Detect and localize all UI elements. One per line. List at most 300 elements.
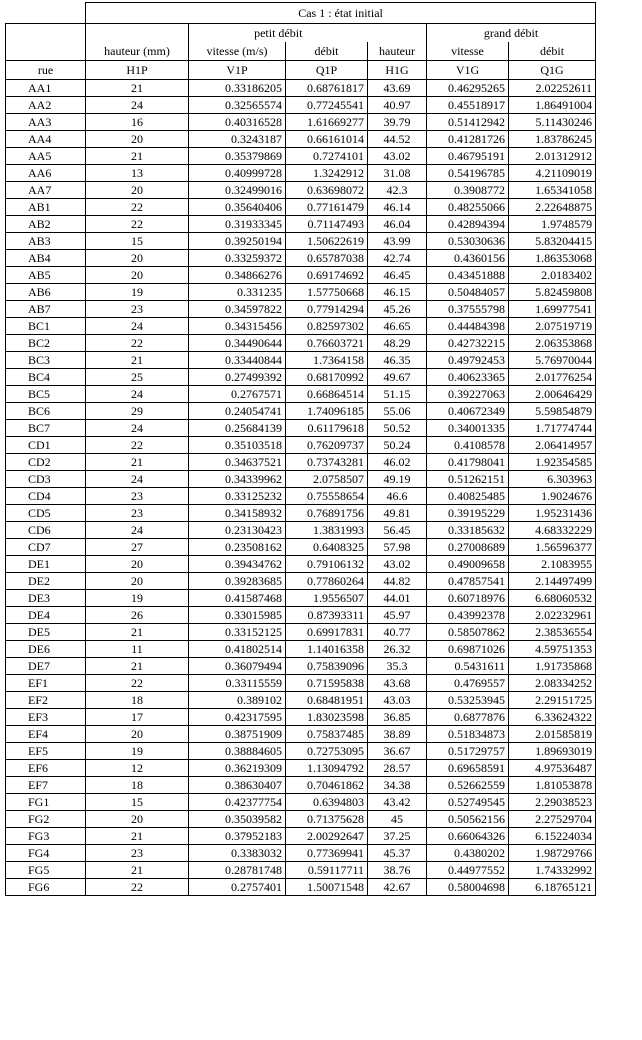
cell-v1p: 0.3243187	[189, 131, 286, 148]
cell-v1p: 0.23130423	[189, 522, 286, 539]
cell-v1g: 0.58004698	[427, 879, 509, 896]
table-row	[6, 641, 596, 658]
cell-h1p: 24	[86, 420, 189, 437]
cell-v1g: 0.39227063	[427, 386, 509, 403]
cell-v1p: 0.35039582	[189, 811, 286, 828]
cell-v1p: 0.2757401	[189, 879, 286, 896]
cell-rue: BC4	[6, 369, 86, 386]
cell-v1p: 0.34339962	[189, 471, 286, 488]
table-row	[6, 505, 596, 522]
cell-v1p: 0.34637521	[189, 454, 286, 471]
code-rue: rue	[6, 61, 86, 80]
cell-h1g: 28.57	[368, 760, 427, 777]
cell-q1g: 2.22648875	[509, 199, 596, 216]
table-row	[6, 879, 596, 896]
cell-q1p: 0.66161014	[286, 131, 368, 148]
cell-v1p: 0.33015985	[189, 607, 286, 624]
cell-h1g: 43.42	[368, 794, 427, 811]
cell-v1p: 0.34158932	[189, 505, 286, 522]
cell-h1g: 38.89	[368, 726, 427, 743]
cell-q1p: 1.74096185	[286, 403, 368, 420]
group-blank-cell	[6, 24, 86, 43]
cell-q1g: 1.86491004	[509, 97, 596, 114]
cell-v1p: 0.39434762	[189, 556, 286, 573]
table-row	[6, 624, 596, 641]
cell-h1g: 37.25	[368, 828, 427, 845]
table-row	[6, 199, 596, 216]
table-row	[6, 216, 596, 233]
cell-v1p: 0.33125232	[189, 488, 286, 505]
cell-v1p: 0.25684139	[189, 420, 286, 437]
cell-h1g: 46.65	[368, 318, 427, 335]
cell-rue: AB2	[6, 216, 86, 233]
cell-h1g: 38.76	[368, 862, 427, 879]
cell-h1g: 46.45	[368, 267, 427, 284]
cell-h1g: 45.26	[368, 301, 427, 318]
unit-h1p: hauteur (mm)	[86, 42, 189, 61]
title-row	[6, 3, 596, 24]
cell-q1p: 0.82597302	[286, 318, 368, 335]
unit-q1g: débit	[509, 42, 596, 61]
cell-v1p: 0.42317595	[189, 709, 286, 726]
cell-q1g: 4.21109019	[509, 165, 596, 182]
code-v1p: V1P	[189, 61, 286, 80]
cell-q1p: 0.77914294	[286, 301, 368, 318]
cell-q1g: 6.18765121	[509, 879, 596, 896]
code-v1g: V1G	[427, 61, 509, 80]
cell-v1g: 0.33185632	[427, 522, 509, 539]
cell-q1g: 2.14497499	[509, 573, 596, 590]
cell-v1p: 0.389102	[189, 692, 286, 709]
cell-q1p: 0.76209737	[286, 437, 368, 454]
table-row	[6, 658, 596, 675]
cell-h1g: 55.06	[368, 403, 427, 420]
cell-h1g: 36.67	[368, 743, 427, 760]
cell-v1p: 0.41587468	[189, 590, 286, 607]
cell-q1p: 0.76891756	[286, 505, 368, 522]
cell-v1g: 0.4380202	[427, 845, 509, 862]
cell-v1g: 0.41798041	[427, 454, 509, 471]
cell-h1g: 45.37	[368, 845, 427, 862]
cell-h1p: 24	[86, 386, 189, 403]
cell-rue: BC1	[6, 318, 86, 335]
cell-q1g: 1.81053878	[509, 777, 596, 794]
cell-h1p: 21	[86, 624, 189, 641]
cell-h1g: 36.85	[368, 709, 427, 726]
cell-h1g: 40.77	[368, 624, 427, 641]
table-row	[6, 233, 596, 250]
cell-q1p: 1.3242912	[286, 165, 368, 182]
cell-h1g: 42.67	[368, 879, 427, 896]
cell-rue: AA4	[6, 131, 86, 148]
cell-rue: DE6	[6, 641, 86, 658]
cell-rue: BC6	[6, 403, 86, 420]
table-row	[6, 726, 596, 743]
table-row	[6, 386, 596, 403]
table-row	[6, 760, 596, 777]
cell-q1g: 2.02252611	[509, 80, 596, 97]
cell-v1p: 0.24054741	[189, 403, 286, 420]
cell-v1g: 0.37555798	[427, 301, 509, 318]
cell-h1p: 19	[86, 284, 189, 301]
cell-q1p: 0.77245541	[286, 97, 368, 114]
cell-v1p: 0.38630407	[189, 777, 286, 794]
cell-v1g: 0.52662559	[427, 777, 509, 794]
cell-h1g: 46.14	[368, 199, 427, 216]
cell-rue: DE3	[6, 590, 86, 607]
cell-v1g: 0.53030636	[427, 233, 509, 250]
cell-h1p: 20	[86, 131, 189, 148]
cell-v1g: 0.54196785	[427, 165, 509, 182]
cell-q1p: 0.77161479	[286, 199, 368, 216]
cell-v1p: 0.3383032	[189, 845, 286, 862]
cell-q1g: 5.83204415	[509, 233, 596, 250]
cell-v1p: 0.41802514	[189, 641, 286, 658]
cell-h1g: 49.19	[368, 471, 427, 488]
cell-q1p: 0.66864514	[286, 386, 368, 403]
cell-q1g: 1.69977541	[509, 301, 596, 318]
cell-v1g: 0.51729757	[427, 743, 509, 760]
table-row	[6, 420, 596, 437]
cell-h1g: 46.35	[368, 352, 427, 369]
cell-rue: AA7	[6, 182, 86, 199]
cell-q1p: 0.79106132	[286, 556, 368, 573]
cell-q1g: 6.68060532	[509, 590, 596, 607]
cell-rue: AA5	[6, 148, 86, 165]
table-row	[6, 284, 596, 301]
cell-q1p: 0.76603721	[286, 335, 368, 352]
table-row	[6, 539, 596, 556]
cell-q1p: 0.75837485	[286, 726, 368, 743]
cell-rue: AA1	[6, 80, 86, 97]
cell-rue: AB1	[6, 199, 86, 216]
cell-q1g: 2.01585819	[509, 726, 596, 743]
cell-h1g: 42.74	[368, 250, 427, 267]
cell-v1g: 0.47857541	[427, 573, 509, 590]
cell-q1g: 5.76970044	[509, 352, 596, 369]
cell-h1g: 43.02	[368, 556, 427, 573]
cell-q1p: 0.75558654	[286, 488, 368, 505]
cell-q1g: 5.82459808	[509, 284, 596, 301]
cell-h1p: 23	[86, 301, 189, 318]
cell-h1p: 24	[86, 471, 189, 488]
cell-rue: EF1	[6, 675, 86, 692]
group-large-flow: grand débit	[427, 24, 596, 43]
cell-q1g: 1.83786245	[509, 131, 596, 148]
cell-v1g: 0.34001335	[427, 420, 509, 437]
cell-q1g: 6.303963	[509, 471, 596, 488]
table-row	[6, 403, 596, 420]
cell-v1p: 0.38751909	[189, 726, 286, 743]
cell-rue: AB5	[6, 267, 86, 284]
cell-h1g: 43.69	[368, 80, 427, 97]
cell-v1g: 0.39195229	[427, 505, 509, 522]
group-blank-cell	[368, 24, 427, 43]
table-row	[6, 250, 596, 267]
cell-q1p: 0.87393311	[286, 607, 368, 624]
cell-v1g: 0.69658591	[427, 760, 509, 777]
table-title: Cas 1 : état initial	[86, 3, 596, 24]
cell-v1g: 0.44977552	[427, 862, 509, 879]
cell-q1p: 0.6408325	[286, 539, 368, 556]
cell-rue: BC5	[6, 386, 86, 403]
table-row	[6, 97, 596, 114]
cell-v1g: 0.48255066	[427, 199, 509, 216]
cell-q1g: 1.95231436	[509, 505, 596, 522]
cell-v1p: 0.36079494	[189, 658, 286, 675]
cell-q1g: 1.86353068	[509, 250, 596, 267]
cell-h1p: 23	[86, 488, 189, 505]
cell-q1g: 2.29038523	[509, 794, 596, 811]
cell-q1p: 2.0758507	[286, 471, 368, 488]
cell-h1g: 43.02	[368, 148, 427, 165]
cell-v1g: 0.43451888	[427, 267, 509, 284]
table-row	[6, 845, 596, 862]
table-row	[6, 80, 596, 97]
cell-q1g: 5.59854879	[509, 403, 596, 420]
cell-q1p: 0.68481951	[286, 692, 368, 709]
cell-q1p: 0.7274101	[286, 148, 368, 165]
cell-rue: AB3	[6, 233, 86, 250]
unit-q1p: débit	[286, 42, 368, 61]
cell-rue: BC2	[6, 335, 86, 352]
cell-q1g: 4.68332229	[509, 522, 596, 539]
cell-rue: DE1	[6, 556, 86, 573]
cell-q1g: 2.01312912	[509, 148, 596, 165]
cell-h1g: 57.98	[368, 539, 427, 556]
cell-rue: CD3	[6, 471, 86, 488]
cell-v1p: 0.40999728	[189, 165, 286, 182]
cell-q1p: 0.73743281	[286, 454, 368, 471]
cell-h1g: 44.52	[368, 131, 427, 148]
table-row	[6, 777, 596, 794]
cell-h1g: 43.99	[368, 233, 427, 250]
cell-rue: EF2	[6, 692, 86, 709]
cell-h1p: 24	[86, 522, 189, 539]
table-row	[6, 743, 596, 760]
cell-h1g: 45.97	[368, 607, 427, 624]
table-row	[6, 471, 596, 488]
cell-h1g: 56.45	[368, 522, 427, 539]
cell-v1p: 0.28781748	[189, 862, 286, 879]
table-row	[6, 675, 596, 692]
table-row	[6, 352, 596, 369]
cell-rue: AB7	[6, 301, 86, 318]
cell-v1p: 0.33440844	[189, 352, 286, 369]
cell-rue: EF4	[6, 726, 86, 743]
table-row	[6, 114, 596, 131]
cell-h1p: 22	[86, 216, 189, 233]
cell-v1p: 0.33259372	[189, 250, 286, 267]
cell-rue: CD2	[6, 454, 86, 471]
table-container	[5, 2, 596, 896]
data-table	[5, 2, 596, 896]
cell-h1p: 20	[86, 811, 189, 828]
cell-v1g: 0.4360156	[427, 250, 509, 267]
cell-h1g: 46.15	[368, 284, 427, 301]
cell-q1g: 2.29151725	[509, 692, 596, 709]
cell-q1g: 2.38536554	[509, 624, 596, 641]
cell-q1g: 2.06353868	[509, 335, 596, 352]
units-row	[6, 42, 596, 61]
cell-v1g: 0.43992378	[427, 607, 509, 624]
cell-h1p: 26	[86, 607, 189, 624]
cell-h1p: 23	[86, 845, 189, 862]
cell-h1p: 22	[86, 199, 189, 216]
table-row	[6, 369, 596, 386]
cell-q1g: 2.07519719	[509, 318, 596, 335]
units-blank-cell	[6, 42, 86, 61]
cell-q1g: 1.9748579	[509, 216, 596, 233]
cell-v1g: 0.50484057	[427, 284, 509, 301]
cell-q1p: 0.65787038	[286, 250, 368, 267]
cell-h1p: 24	[86, 97, 189, 114]
cell-v1p: 0.34315456	[189, 318, 286, 335]
cell-q1p: 0.69917831	[286, 624, 368, 641]
cell-v1g: 0.27008689	[427, 539, 509, 556]
cell-q1g: 1.98729766	[509, 845, 596, 862]
cell-q1p: 1.57750668	[286, 284, 368, 301]
cell-q1g: 1.92354585	[509, 454, 596, 471]
cell-h1g: 43.03	[368, 692, 427, 709]
cell-q1g: 2.00646429	[509, 386, 596, 403]
cell-q1g: 5.11430246	[509, 114, 596, 131]
cell-h1p: 22	[86, 675, 189, 692]
cell-q1g: 6.15224034	[509, 828, 596, 845]
cell-v1p: 0.42377754	[189, 794, 286, 811]
cell-q1p: 0.68170992	[286, 369, 368, 386]
cell-h1p: 21	[86, 658, 189, 675]
cell-rue: DE7	[6, 658, 86, 675]
cell-v1g: 0.53253945	[427, 692, 509, 709]
cell-q1p: 0.71375628	[286, 811, 368, 828]
cell-h1p: 20	[86, 267, 189, 284]
unit-v1p: vitesse (m/s)	[189, 42, 286, 61]
cell-q1p: 0.77860264	[286, 573, 368, 590]
cell-rue: FG2	[6, 811, 86, 828]
cell-rue: BC7	[6, 420, 86, 437]
cell-h1p: 20	[86, 726, 189, 743]
table-row	[6, 522, 596, 539]
cell-rue: EF7	[6, 777, 86, 794]
cell-h1p: 17	[86, 709, 189, 726]
cell-h1g: 49.81	[368, 505, 427, 522]
table-row	[6, 488, 596, 505]
cell-v1g: 0.42894394	[427, 216, 509, 233]
table-row	[6, 437, 596, 454]
cell-h1g: 50.24	[368, 437, 427, 454]
cell-q1p: 1.9556507	[286, 590, 368, 607]
table-row	[6, 862, 596, 879]
table-row	[6, 165, 596, 182]
cell-rue: AB4	[6, 250, 86, 267]
code-row	[6, 61, 596, 80]
cell-v1p: 0.31933345	[189, 216, 286, 233]
cell-h1p: 25	[86, 369, 189, 386]
code-h1p: H1P	[86, 61, 189, 80]
cell-v1g: 0.41281726	[427, 131, 509, 148]
cell-v1p: 0.27499392	[189, 369, 286, 386]
cell-rue: BC3	[6, 352, 86, 369]
cell-rue: DE5	[6, 624, 86, 641]
table-row	[6, 692, 596, 709]
cell-q1g: 2.01776254	[509, 369, 596, 386]
cell-v1p: 0.32565574	[189, 97, 286, 114]
group-row	[6, 24, 596, 43]
cell-v1g: 0.3908772	[427, 182, 509, 199]
cell-v1g: 0.51412942	[427, 114, 509, 131]
cell-h1p: 24	[86, 318, 189, 335]
cell-h1g: 45	[368, 811, 427, 828]
cell-q1g: 6.33624322	[509, 709, 596, 726]
cell-h1g: 42.3	[368, 182, 427, 199]
cell-h1p: 20	[86, 182, 189, 199]
cell-h1p: 21	[86, 148, 189, 165]
cell-v1g: 0.40672349	[427, 403, 509, 420]
cell-h1g: 48.29	[368, 335, 427, 352]
cell-rue: FG1	[6, 794, 86, 811]
cell-v1p: 0.35103518	[189, 437, 286, 454]
cell-v1g: 0.46795191	[427, 148, 509, 165]
cell-rue: EF3	[6, 709, 86, 726]
cell-v1g: 0.6877876	[427, 709, 509, 726]
code-q1g: Q1G	[509, 61, 596, 80]
table-row	[6, 318, 596, 335]
cell-h1p: 22	[86, 335, 189, 352]
cell-v1p: 0.33115559	[189, 675, 286, 692]
cell-h1p: 21	[86, 862, 189, 879]
cell-h1p: 22	[86, 437, 189, 454]
cell-h1p: 20	[86, 573, 189, 590]
cell-q1p: 1.61669277	[286, 114, 368, 131]
cell-rue: CD6	[6, 522, 86, 539]
cell-v1g: 0.4769557	[427, 675, 509, 692]
cell-v1p: 0.331235	[189, 284, 286, 301]
table-row	[6, 454, 596, 471]
cell-rue: CD1	[6, 437, 86, 454]
cell-v1g: 0.60718976	[427, 590, 509, 607]
cell-v1g: 0.42732215	[427, 335, 509, 352]
cell-h1g: 26.32	[368, 641, 427, 658]
cell-q1p: 1.3831993	[286, 522, 368, 539]
cell-v1p: 0.39250194	[189, 233, 286, 250]
cell-v1p: 0.35640406	[189, 199, 286, 216]
cell-rue: FG5	[6, 862, 86, 879]
cell-q1p: 0.70461862	[286, 777, 368, 794]
cell-h1g: 31.08	[368, 165, 427, 182]
cell-h1p: 21	[86, 352, 189, 369]
table-row	[6, 148, 596, 165]
cell-rue: FG4	[6, 845, 86, 862]
cell-rue: FG3	[6, 828, 86, 845]
cell-v1g: 0.58507862	[427, 624, 509, 641]
cell-h1g: 35.3	[368, 658, 427, 675]
cell-q1g: 2.06414957	[509, 437, 596, 454]
cell-h1g: 51.15	[368, 386, 427, 403]
cell-q1g: 2.1083955	[509, 556, 596, 573]
cell-v1p: 0.33186205	[189, 80, 286, 97]
cell-q1g: 1.9024676	[509, 488, 596, 505]
cell-q1p: 1.83023598	[286, 709, 368, 726]
group-blank-cell	[86, 24, 189, 43]
cell-h1g: 34.38	[368, 777, 427, 794]
cell-v1g: 0.46295265	[427, 80, 509, 97]
cell-h1g: 39.79	[368, 114, 427, 131]
table-row	[6, 709, 596, 726]
table-row	[6, 573, 596, 590]
cell-rue: FG6	[6, 879, 86, 896]
cell-rue: DE2	[6, 573, 86, 590]
